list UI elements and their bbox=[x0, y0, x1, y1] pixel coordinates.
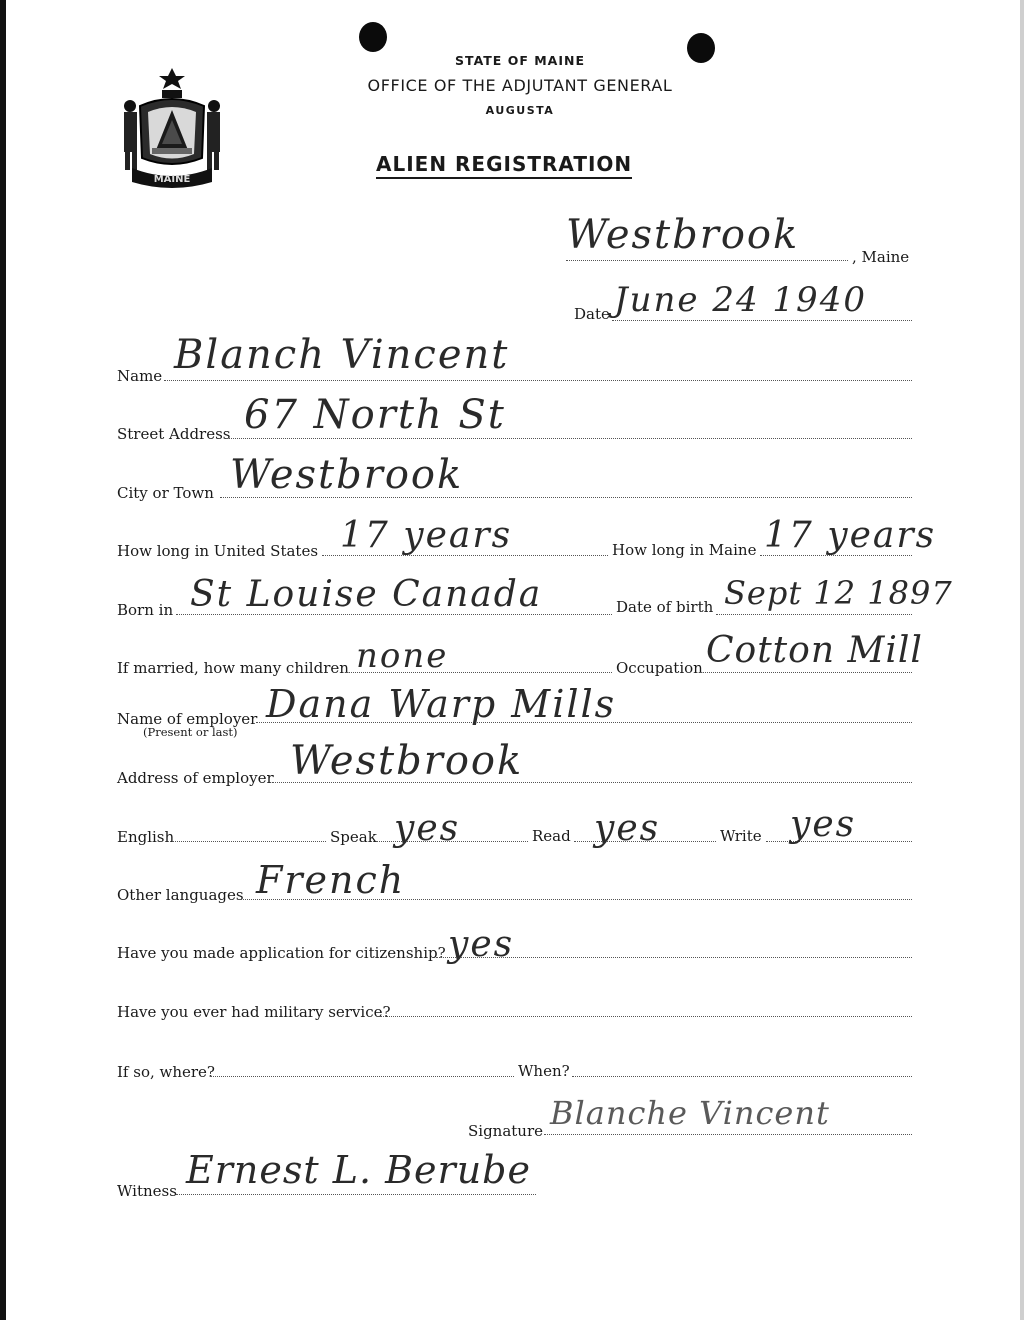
speak-value: yes bbox=[394, 808, 461, 849]
military-label: Have you ever had military service? bbox=[117, 1003, 391, 1021]
how-long-maine-label: How long in Maine bbox=[612, 541, 757, 559]
scan-edge-right bbox=[1020, 0, 1024, 1320]
signature-value: Blanche Vincent bbox=[550, 1094, 830, 1132]
dob-line bbox=[716, 614, 912, 615]
write-value: yes bbox=[790, 804, 857, 845]
when-line bbox=[572, 1076, 912, 1077]
occupation-line bbox=[700, 672, 912, 673]
how-long-maine-value: 17 years bbox=[764, 515, 937, 556]
date-label: Date bbox=[574, 305, 610, 323]
date-value: June 24 1940 bbox=[614, 280, 867, 320]
born-in-label: Born in bbox=[117, 601, 174, 619]
dob-label: Date of birth bbox=[616, 598, 714, 616]
scan-edge-left bbox=[0, 0, 6, 1320]
name-value: Blanch Vincent bbox=[174, 332, 510, 378]
place-value: Westbrook bbox=[566, 212, 800, 258]
english-label: English bbox=[117, 828, 175, 846]
where-label: If so, where? bbox=[117, 1063, 215, 1081]
witness-value: Ernest L. Berube bbox=[186, 1148, 531, 1192]
place-label: , Maine bbox=[852, 248, 910, 266]
read-value: yes bbox=[594, 808, 661, 849]
speak-label: Speak bbox=[330, 828, 377, 846]
signature-label: Signature bbox=[468, 1122, 544, 1140]
where-line bbox=[210, 1076, 514, 1077]
how-long-us-value: 17 years bbox=[340, 515, 513, 556]
military-line bbox=[380, 1016, 912, 1017]
street-label: Street Address bbox=[117, 425, 231, 443]
city-label: City or Town bbox=[117, 484, 214, 502]
citizenship-value: yes bbox=[448, 924, 515, 965]
how-long-us-label: How long in United States bbox=[117, 542, 319, 560]
signature-line bbox=[544, 1134, 912, 1135]
employer-sublabel: (Present or last) bbox=[143, 725, 238, 739]
other-languages-label: Other languages bbox=[117, 886, 244, 904]
maine-seal-icon bbox=[118, 66, 226, 190]
employer-address-value: Westbrook bbox=[290, 738, 524, 784]
punch-hole-left bbox=[359, 22, 387, 52]
employer-value: Dana Warp Mills bbox=[266, 682, 617, 726]
read-label: Read bbox=[532, 827, 571, 845]
state-heading: STATE OF MAINE bbox=[455, 53, 585, 68]
born-in-value: St Louise Canada bbox=[190, 574, 543, 615]
witness-line bbox=[176, 1194, 536, 1195]
street-line bbox=[226, 438, 912, 439]
other-languages-value: French bbox=[256, 858, 406, 902]
when-label: When? bbox=[518, 1062, 570, 1080]
office-heading: OFFICE OF THE ADJUTANT GENERAL bbox=[367, 76, 673, 95]
dob-value: Sept 12 1897 bbox=[724, 574, 953, 612]
name-label: Name bbox=[117, 367, 163, 385]
seal-banner-text: MAINE bbox=[153, 174, 191, 185]
write-label: Write bbox=[720, 827, 762, 845]
occupation-label: Occupation bbox=[616, 659, 703, 677]
street-value: 67 North St bbox=[244, 392, 506, 438]
city-value: Westbrook bbox=[230, 452, 464, 498]
name-line bbox=[164, 380, 912, 381]
city-heading: AUGUSTA bbox=[485, 104, 555, 117]
witness-label: Witness bbox=[117, 1182, 177, 1200]
children-label: If married, how many children bbox=[117, 659, 349, 677]
date-line bbox=[612, 320, 912, 321]
employer-address-label: Address of employer bbox=[117, 769, 274, 787]
employer-label: Name of employer bbox=[117, 710, 258, 728]
place-line bbox=[566, 260, 848, 261]
form-title: ALIEN REGISTRATION bbox=[376, 152, 632, 179]
english-line bbox=[172, 841, 326, 842]
children-value: none bbox=[356, 636, 449, 676]
occupation-value: Cotton Mill bbox=[706, 630, 923, 671]
citizenship-label: Have you made application for citizenship? bbox=[117, 944, 446, 962]
